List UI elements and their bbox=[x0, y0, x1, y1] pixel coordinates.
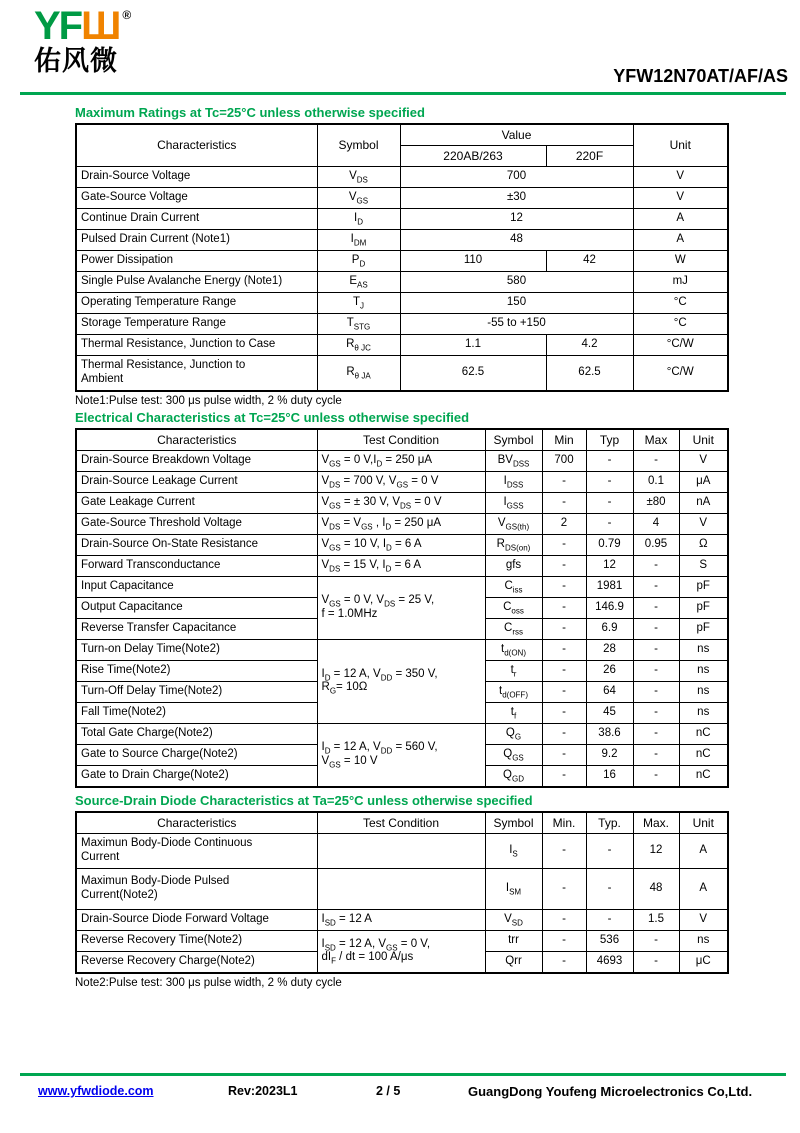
typ-cell: 38.6 bbox=[586, 723, 633, 744]
diode-table bbox=[75, 811, 729, 974]
table-row bbox=[76, 534, 728, 555]
typ-cell: 64 bbox=[586, 681, 633, 702]
symbol-cell: $t_r$ bbox=[485, 660, 542, 681]
characteristic-cell: Total Gate Charge(Note2) bbox=[76, 723, 317, 744]
max-cell: - bbox=[633, 744, 679, 765]
symbol-cell: $Q_G$ bbox=[485, 723, 542, 744]
max-cell: - bbox=[633, 765, 679, 787]
min-cell: - bbox=[542, 951, 586, 973]
characteristic-cell: Input Capacitance bbox=[76, 576, 317, 597]
unit-cell: μA bbox=[679, 471, 728, 492]
characteristic-cell: Gate to Drain Charge(Note2) bbox=[76, 765, 317, 787]
unit-cell: A bbox=[633, 208, 728, 229]
unit-cell: W bbox=[633, 250, 728, 271]
symbol-cell: $V_{GS(th)}$ bbox=[485, 513, 542, 534]
col-header-characteristics: Characteristics bbox=[76, 124, 317, 167]
symbol-cell: $R_{\theta JA}$ bbox=[317, 355, 400, 391]
table-row bbox=[76, 576, 728, 597]
min-cell: - bbox=[542, 576, 586, 597]
value-cell: 110 bbox=[400, 250, 546, 271]
typ-cell: 26 bbox=[586, 660, 633, 681]
typ-cell: - bbox=[586, 833, 633, 868]
typ-cell: 45 bbox=[586, 702, 633, 723]
table-row bbox=[76, 868, 728, 909]
characteristic-cell: Drain-Source On-State Resistance bbox=[76, 534, 317, 555]
characteristic-cell: Single Pulse Avalanche Energy (Note1) bbox=[76, 271, 317, 292]
symbol-cell: Qrr bbox=[485, 951, 542, 973]
symbol-cell: $T_{STG}$ bbox=[317, 313, 400, 334]
symbol-cell: $V_{SD}$ bbox=[485, 909, 542, 930]
table-header-row bbox=[76, 124, 728, 146]
unit-cell: nA bbox=[679, 492, 728, 513]
test-condition-cell bbox=[317, 833, 485, 868]
test-condition-cell: $V_{DS} = V_{GS}$ , $I_D = 250$ μA bbox=[317, 513, 485, 534]
table-row bbox=[76, 292, 728, 313]
col-header-typ: Typ bbox=[586, 429, 633, 451]
unit-cell: ns bbox=[679, 639, 728, 660]
characteristic-cell: Drain-Source Breakdown Voltage bbox=[76, 450, 317, 471]
table-row bbox=[76, 208, 728, 229]
characteristic-cell: Turn-on Delay Time(Note2) bbox=[76, 639, 317, 660]
table-row bbox=[76, 471, 728, 492]
unit-cell: V bbox=[679, 909, 728, 930]
symbol-cell: $I_D$ bbox=[317, 208, 400, 229]
characteristic-cell: Pulsed Drain Current (Note1) bbox=[76, 229, 317, 250]
value-cell: 12 bbox=[400, 208, 633, 229]
test-condition-cell: $I_{SD} = 12$ A bbox=[317, 909, 485, 930]
table-row bbox=[76, 909, 728, 930]
symbol-cell: $C_{oss}$ bbox=[485, 597, 542, 618]
max-cell: - bbox=[633, 639, 679, 660]
typ-cell: 9.2 bbox=[586, 744, 633, 765]
characteristic-cell: Maximun Body-Diode Pulsed Current(Note2) bbox=[76, 868, 317, 909]
unit-cell: ns bbox=[679, 702, 728, 723]
electrical-title: Electrical Characteristics at Tc=25°C unless otherwise specified bbox=[75, 409, 470, 425]
typ-cell: 6.9 bbox=[586, 618, 633, 639]
footer-divider bbox=[20, 1073, 786, 1076]
unit-cell: ns bbox=[679, 930, 728, 951]
min-cell: - bbox=[542, 702, 586, 723]
col-header-max: Max. bbox=[633, 812, 679, 834]
col-header-symbol: Symbol bbox=[317, 124, 400, 167]
unit-cell: A bbox=[679, 833, 728, 868]
table-row bbox=[76, 833, 728, 868]
test-condition-cell: $V_{GS} = 0$ $V,I_D = 250$ μA bbox=[317, 450, 485, 471]
table-row bbox=[76, 229, 728, 250]
company-name: GuangDong Youfeng Microelectronics Co,Ltd. bbox=[468, 1084, 753, 1099]
max-cell: - bbox=[633, 951, 679, 973]
unit-cell: V bbox=[633, 166, 728, 187]
value-cell: 48 bbox=[400, 229, 633, 250]
characteristic-cell: Drain-Source Leakage Current bbox=[76, 471, 317, 492]
characteristic-cell: Drain-Source Voltage bbox=[76, 166, 317, 187]
col-header-pkg2: 220F bbox=[546, 145, 633, 166]
col-header-symbol: Symbol bbox=[485, 812, 542, 834]
test-condition-cell: $I_D = 12$ A, $V_{DD} = 350$ V, $R_G= 10\Omega$ bbox=[317, 639, 485, 723]
unit-cell: A bbox=[679, 868, 728, 909]
test-condition-cell: $V_{GS} = 0$ V, $V_{DS} = 25$ V, f = 1.0MHz bbox=[317, 576, 485, 639]
typ-cell: - bbox=[586, 513, 633, 534]
symbol-cell: $Q_{GS}$ bbox=[485, 744, 542, 765]
max-cell: - bbox=[633, 702, 679, 723]
characteristic-cell: Reverse Recovery Time(Note2) bbox=[76, 930, 317, 951]
value-cell: 1.1 bbox=[400, 334, 546, 355]
col-header-min: Min. bbox=[542, 812, 586, 834]
max-cell: - bbox=[633, 681, 679, 702]
characteristic-cell: Maximun Body-Diode Continuous Current bbox=[76, 833, 317, 868]
value-cell: ±30 bbox=[400, 187, 633, 208]
unit-cell: °C bbox=[633, 292, 728, 313]
max-cell: 0.1 bbox=[633, 471, 679, 492]
col-header-max: Max bbox=[633, 429, 679, 451]
unit-cell: °C bbox=[633, 313, 728, 334]
table-row bbox=[76, 334, 728, 355]
value-cell: 150 bbox=[400, 292, 633, 313]
characteristic-cell: Thermal Resistance, Junction to Case bbox=[76, 334, 317, 355]
diode-title: Source-Drain Diode Characteristics at Ta=25°C unless otherwise specified bbox=[75, 792, 533, 808]
table-row bbox=[76, 271, 728, 292]
col-header-pkg1: 220AB/263 bbox=[400, 145, 546, 166]
unit-cell: Ω bbox=[679, 534, 728, 555]
page-header bbox=[0, 0, 800, 95]
characteristic-cell: Fall Time(Note2) bbox=[76, 702, 317, 723]
min-cell: - bbox=[542, 660, 586, 681]
characteristic-cell: Gate to Source Charge(Note2) bbox=[76, 744, 317, 765]
characteristic-cell: Reverse Recovery Charge(Note2) bbox=[76, 951, 317, 973]
test-condition-cell: $V_{GS} = 10$ V, $I_D = 6$ A bbox=[317, 534, 485, 555]
value-cell: -55 to +150 bbox=[400, 313, 633, 334]
unit-cell: nC bbox=[679, 723, 728, 744]
symbol-cell: gfs bbox=[485, 555, 542, 576]
table-row bbox=[76, 555, 728, 576]
max-cell: 12 bbox=[633, 833, 679, 868]
max-cell: - bbox=[633, 660, 679, 681]
test-condition-cell: $I_D = 12$ A, $V_{DD} = 560$ V, $V_{GS} = 10$ V bbox=[317, 723, 485, 787]
max-ratings-table bbox=[75, 123, 729, 392]
min-cell: - bbox=[542, 597, 586, 618]
unit-cell: ns bbox=[679, 681, 728, 702]
value-cell: 580 bbox=[400, 271, 633, 292]
col-header-unit: Unit bbox=[633, 124, 728, 167]
unit-cell: nC bbox=[679, 744, 728, 765]
value-cell: 42 bbox=[546, 250, 633, 271]
table-row bbox=[76, 639, 728, 660]
characteristic-cell: Reverse Transfer Capacitance bbox=[76, 618, 317, 639]
max-cell: ±80 bbox=[633, 492, 679, 513]
col-header-min: Min bbox=[542, 429, 586, 451]
logo-yf-letters: YF bbox=[34, 4, 82, 48]
typ-cell: 4693 bbox=[586, 951, 633, 973]
symbol-cell: $V_{DS}$ bbox=[317, 166, 400, 187]
unit-cell: S bbox=[679, 555, 728, 576]
symbol-cell: $I_{SM}$ bbox=[485, 868, 542, 909]
symbol-cell: $Q_{GD}$ bbox=[485, 765, 542, 787]
col-header-test-condition: Test Condition bbox=[317, 812, 485, 834]
characteristic-cell: Continue Drain Current bbox=[76, 208, 317, 229]
logo-chinese-name: 佑风微 bbox=[34, 46, 118, 76]
symbol-cell: $C_{rss}$ bbox=[485, 618, 542, 639]
symbol-cell: $t_{d(ON)}$ bbox=[485, 639, 542, 660]
characteristic-cell: Turn-Off Delay Time(Note2) bbox=[76, 681, 317, 702]
page-number: 2 / 5 bbox=[376, 1084, 401, 1098]
min-cell: - bbox=[542, 744, 586, 765]
min-cell: - bbox=[542, 909, 586, 930]
symbol-cell: $P_D$ bbox=[317, 250, 400, 271]
symbol-cell: $R_{DS(on)}$ bbox=[485, 534, 542, 555]
table-row bbox=[76, 313, 728, 334]
max-cell: - bbox=[633, 597, 679, 618]
typ-cell: 12 bbox=[586, 555, 633, 576]
table-row bbox=[76, 355, 728, 391]
unit-cell: V bbox=[633, 187, 728, 208]
min-cell: - bbox=[542, 534, 586, 555]
value-cell: 700 bbox=[400, 166, 633, 187]
min-cell: - bbox=[542, 765, 586, 787]
min-cell: - bbox=[542, 618, 586, 639]
symbol-cell: $C_{iss}$ bbox=[485, 576, 542, 597]
typ-cell: - bbox=[586, 492, 633, 513]
unit-cell: mJ bbox=[633, 271, 728, 292]
col-header-symbol: Symbol bbox=[485, 429, 542, 451]
symbol-cell: $t_{d(OFF)}$ bbox=[485, 681, 542, 702]
website-link[interactable]: www.yfwdiode.com bbox=[38, 1084, 154, 1098]
typ-cell: 536 bbox=[586, 930, 633, 951]
min-cell: - bbox=[542, 723, 586, 744]
col-header-value: Value bbox=[400, 124, 633, 146]
symbol-cell: $BV_{DSS}$ bbox=[485, 450, 542, 471]
min-cell: - bbox=[542, 492, 586, 513]
test-condition-cell: $I_{SD} = 12$ A, $V_{GS} = 0$ V, $dI_F$ / dt = 100 A/μs bbox=[317, 930, 485, 973]
characteristic-cell: Operating Temperature Range bbox=[76, 292, 317, 313]
unit-cell: pF bbox=[679, 597, 728, 618]
characteristic-cell: Storage Temperature Range bbox=[76, 313, 317, 334]
characteristic-cell: Thermal Resistance, Junction to Ambient bbox=[76, 355, 317, 391]
characteristic-cell: Gate-Source Threshold Voltage bbox=[76, 513, 317, 534]
max-ratings-title: Maximum Ratings at Tc=25°C unless otherwise specified bbox=[75, 105, 425, 120]
note1-text: Note1:Pulse test: 300 μs pulse width, 2 % duty cycle bbox=[75, 394, 342, 407]
min-cell: 700 bbox=[542, 450, 586, 471]
electrical-table bbox=[75, 428, 729, 788]
col-header-test-condition: Test Condition bbox=[317, 429, 485, 451]
symbol-cell: $E_{AS}$ bbox=[317, 271, 400, 292]
symbol-cell: $V_{GS}$ bbox=[317, 187, 400, 208]
characteristic-cell: Gate-Source Voltage bbox=[76, 187, 317, 208]
page-footer bbox=[0, 1084, 800, 1104]
symbol-cell: $I_{DSS}$ bbox=[485, 471, 542, 492]
typ-cell: - bbox=[586, 909, 633, 930]
header-divider bbox=[20, 92, 786, 95]
typ-cell: - bbox=[586, 450, 633, 471]
unit-cell: V bbox=[679, 513, 728, 534]
min-cell: - bbox=[542, 555, 586, 576]
characteristic-cell: Output Capacitance bbox=[76, 597, 317, 618]
typ-cell: 1981 bbox=[586, 576, 633, 597]
table-row bbox=[76, 187, 728, 208]
unit-cell: V bbox=[679, 450, 728, 471]
symbol-cell: $T_J$ bbox=[317, 292, 400, 313]
test-condition-cell: $V_{GS}$ = ± 30 V, $V_{DS} = 0$ V bbox=[317, 492, 485, 513]
part-number: YFW12N70AT/AF/AS bbox=[613, 66, 788, 86]
typ-cell: 16 bbox=[586, 765, 633, 787]
typ-cell: 0.79 bbox=[586, 534, 633, 555]
test-condition-cell bbox=[317, 868, 485, 909]
table-row bbox=[76, 166, 728, 187]
unit-cell: μC bbox=[679, 951, 728, 973]
max-cell: 48 bbox=[633, 868, 679, 909]
symbol-cell: $I_S$ bbox=[485, 833, 542, 868]
symbol-cell: trr bbox=[485, 930, 542, 951]
col-header-unit: Unit bbox=[679, 812, 728, 834]
unit-cell: nC bbox=[679, 765, 728, 787]
test-condition-cell: $V_{DS} = 15$ V, $I_D = 6$ A bbox=[317, 555, 485, 576]
max-cell: - bbox=[633, 723, 679, 744]
min-cell: - bbox=[542, 833, 586, 868]
col-header-typ: Typ. bbox=[586, 812, 633, 834]
table-row bbox=[76, 450, 728, 471]
max-cell: - bbox=[633, 576, 679, 597]
typ-cell: 146.9 bbox=[586, 597, 633, 618]
max-cell: - bbox=[633, 930, 679, 951]
characteristic-cell: Rise Time(Note2) bbox=[76, 660, 317, 681]
characteristic-cell: Power Dissipation bbox=[76, 250, 317, 271]
value-cell: 62.5 bbox=[546, 355, 633, 391]
symbol-cell: $R_{\theta JC}$ bbox=[317, 334, 400, 355]
max-cell: 1.5 bbox=[633, 909, 679, 930]
value-cell: 62.5 bbox=[400, 355, 546, 391]
table-row bbox=[76, 513, 728, 534]
table-row bbox=[76, 492, 728, 513]
brand-logo bbox=[34, 4, 132, 76]
typ-cell: - bbox=[586, 471, 633, 492]
symbol-cell: $I_{DM}$ bbox=[317, 229, 400, 250]
unit-cell: pF bbox=[679, 618, 728, 639]
unit-cell: A bbox=[633, 229, 728, 250]
unit-cell: pF bbox=[679, 576, 728, 597]
note2-text: Note2:Pulse test: 300 μs pulse width, 2 % duty cycle bbox=[75, 976, 342, 989]
value-cell: 4.2 bbox=[546, 334, 633, 355]
typ-cell: 28 bbox=[586, 639, 633, 660]
table-header-row bbox=[76, 429, 728, 451]
min-cell: 2 bbox=[542, 513, 586, 534]
registered-trademark-icon: ® bbox=[122, 8, 132, 22]
characteristic-cell: Forward Transconductance bbox=[76, 555, 317, 576]
test-condition-cell: $V_{DS} = 700$ V, $V_{GS} = 0$ V bbox=[317, 471, 485, 492]
col-header-unit: Unit bbox=[679, 429, 728, 451]
characteristic-cell: Drain-Source Diode Forward Voltage bbox=[76, 909, 317, 930]
characteristic-cell: Gate Leakage Current bbox=[76, 492, 317, 513]
table-row bbox=[76, 723, 728, 744]
unit-cell: ns bbox=[679, 660, 728, 681]
min-cell: - bbox=[542, 868, 586, 909]
unit-cell: °C/W bbox=[633, 355, 728, 391]
min-cell: - bbox=[542, 471, 586, 492]
table-header-row bbox=[76, 812, 728, 834]
max-cell: 0.95 bbox=[633, 534, 679, 555]
unit-cell: °C/W bbox=[633, 334, 728, 355]
min-cell: - bbox=[542, 639, 586, 660]
max-cell: 4 bbox=[633, 513, 679, 534]
revision-label: Rev:2023L1 bbox=[228, 1084, 298, 1098]
symbol-cell: $t_f$ bbox=[485, 702, 542, 723]
min-cell: - bbox=[542, 930, 586, 951]
max-cell: - bbox=[633, 555, 679, 576]
max-cell: - bbox=[633, 450, 679, 471]
col-header-characteristics: Characteristics bbox=[76, 429, 317, 451]
logo-yfu-mark bbox=[34, 4, 132, 48]
symbol-cell: $I_{GSS}$ bbox=[485, 492, 542, 513]
col-header-characteristics: Characteristics bbox=[76, 812, 317, 834]
min-cell: - bbox=[542, 681, 586, 702]
table-row bbox=[76, 250, 728, 271]
max-cell: - bbox=[633, 618, 679, 639]
typ-cell: - bbox=[586, 868, 633, 909]
logo-u-glyph: Ш bbox=[81, 4, 120, 48]
table-row bbox=[76, 930, 728, 951]
